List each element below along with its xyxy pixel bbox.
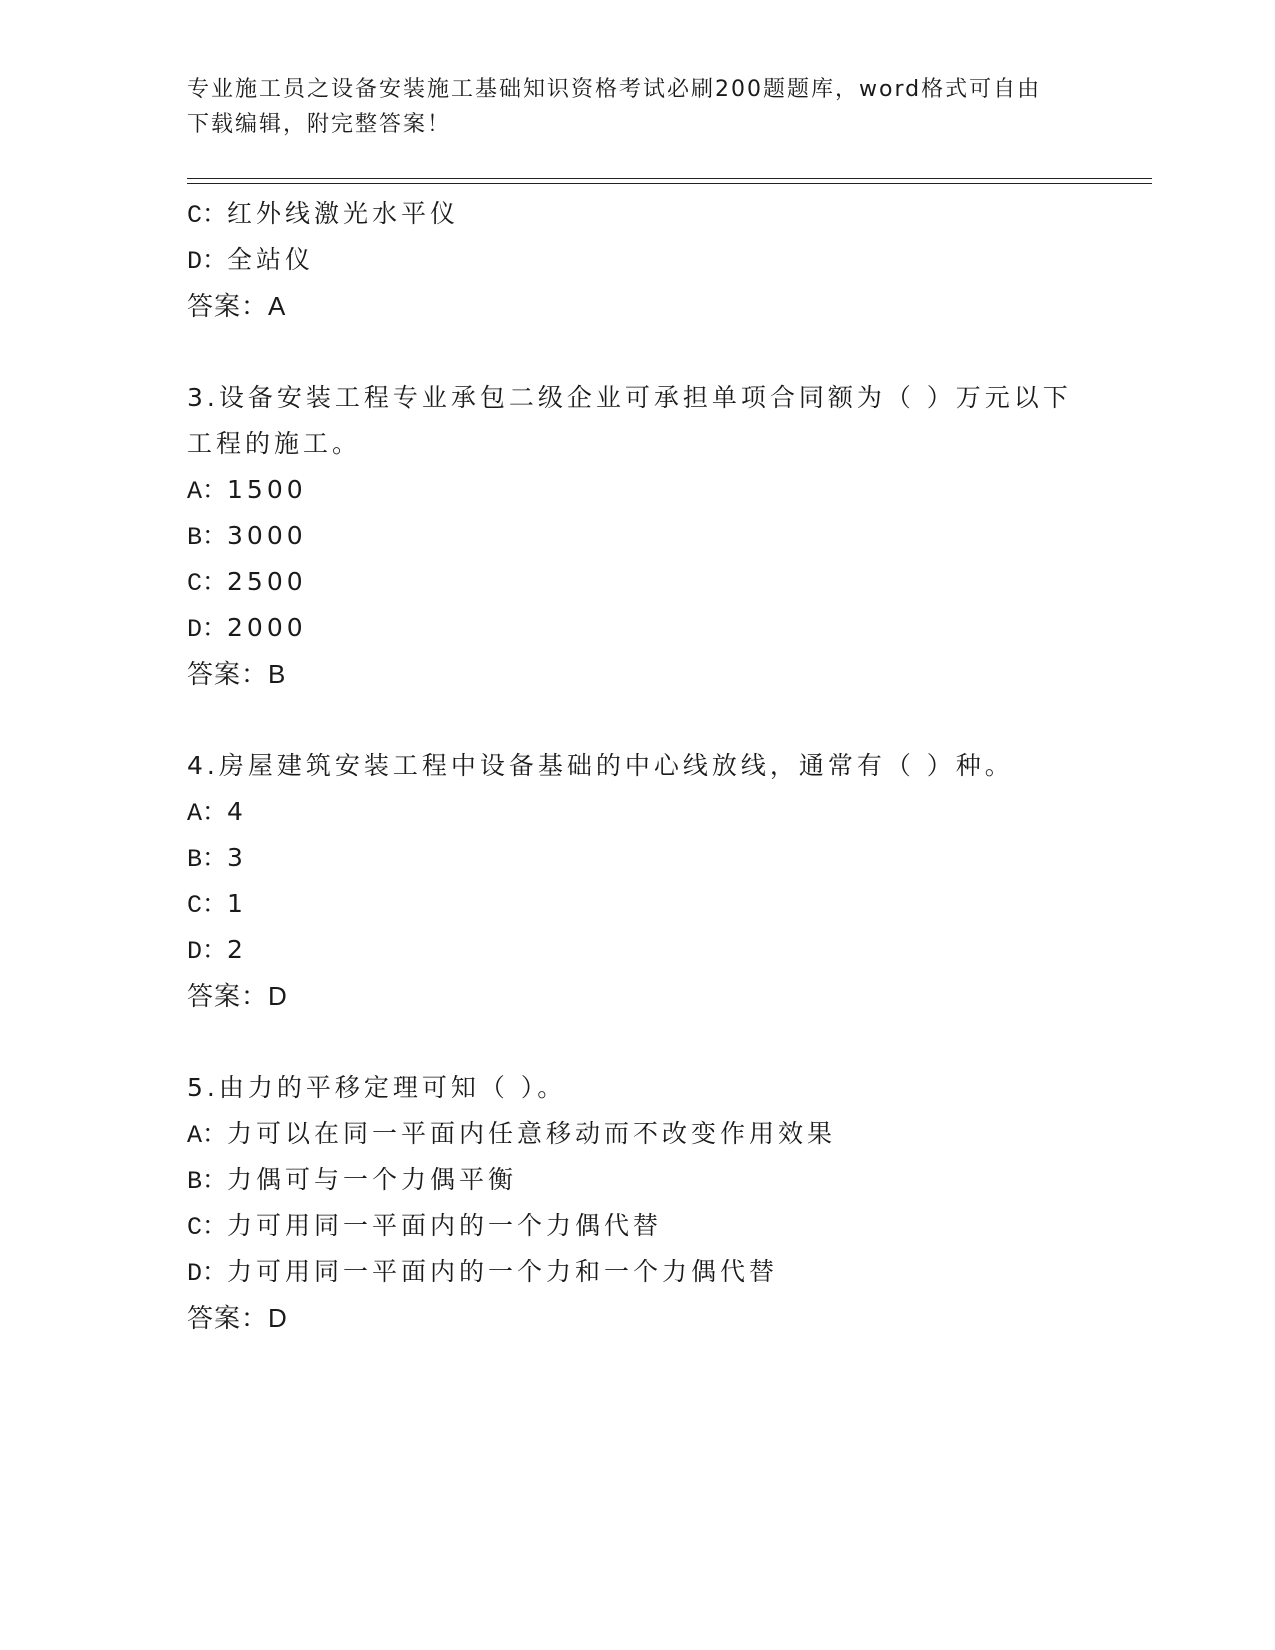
option-text: 3 <box>227 843 247 872</box>
document-header <box>187 72 1067 142</box>
option-key: B： <box>187 1167 228 1196</box>
option-text: 力可用同一平面内的一个力偶代替 <box>227 1211 663 1240</box>
question-stem <box>187 1065 1087 1111</box>
question-3 <box>187 375 1087 697</box>
answer-line: 答案：B <box>187 659 287 689</box>
option-key: C： <box>187 1213 228 1242</box>
option-key: A： <box>187 1121 228 1150</box>
option-text: 力可用同一平面内的一个力和一个力偶代替 <box>227 1257 779 1286</box>
option-key: D： <box>187 247 228 276</box>
spacer <box>187 697 1087 743</box>
stem-line-2: 工程的施工。 <box>187 429 362 458</box>
stem-line-1: 3.设备安装工程专业承包二级企业可承担单项合同额为（ ）万元以下 <box>187 383 1072 412</box>
option-text: 红外线激光水平仪 <box>227 199 460 228</box>
option-d <box>187 237 1087 283</box>
option-d <box>187 927 1087 973</box>
question-continued <box>187 191 1087 329</box>
spacer <box>187 329 1087 375</box>
option-text: 4 <box>227 797 247 826</box>
question-list <box>187 191 1087 1341</box>
option-text: 全站仪 <box>227 245 315 274</box>
option-a <box>187 789 1087 835</box>
question-stem <box>187 375 1087 467</box>
answer-line: 答案：D <box>187 1303 288 1333</box>
option-d <box>187 605 1087 651</box>
header-rule-top <box>187 178 1152 179</box>
option-key: A： <box>187 477 228 506</box>
stem-line-1: 5.由力的平移定理可知（ ）。 <box>187 1073 567 1102</box>
option-c <box>187 881 1087 927</box>
option-key: C： <box>187 569 228 598</box>
stem-line-1: 4.房屋建筑安装工程中设备基础的中心线放线，通常有（ ）种。 <box>187 751 1014 780</box>
option-text: 1500 <box>227 475 307 504</box>
option-key: D： <box>187 937 228 966</box>
header-line-1: 专业施工员之设备安装施工基础知识资格考试必刷200题题库，word格式可自由 <box>187 77 1042 102</box>
option-b <box>187 513 1087 559</box>
header-rule-bottom <box>187 183 1152 184</box>
option-c <box>187 1203 1087 1249</box>
option-key: D： <box>187 1259 228 1288</box>
option-text: 3000 <box>227 521 307 550</box>
answer-line: 答案：A <box>187 291 287 321</box>
option-text: 2500 <box>227 567 307 596</box>
header-line-2: 下载编辑，附完整答案！ <box>187 112 452 137</box>
option-b <box>187 835 1087 881</box>
question-4 <box>187 743 1087 1019</box>
option-key: B： <box>187 845 228 874</box>
option-key: C： <box>187 891 228 920</box>
option-text: 力可以在同一平面内任意移动而不改变作用效果 <box>227 1119 837 1148</box>
option-b <box>187 1157 1087 1203</box>
question-stem <box>187 743 1087 789</box>
option-key: C： <box>187 201 228 230</box>
spacer <box>187 1019 1087 1065</box>
option-d <box>187 1249 1087 1295</box>
option-c <box>187 191 1087 237</box>
option-text: 2 <box>227 935 247 964</box>
option-a <box>187 467 1087 513</box>
option-key: A： <box>187 799 228 828</box>
question-5 <box>187 1065 1087 1341</box>
option-c <box>187 559 1087 605</box>
option-a <box>187 1111 1087 1157</box>
option-key: B： <box>187 523 228 552</box>
option-key: D： <box>187 615 228 644</box>
option-text: 2000 <box>227 613 307 642</box>
option-text: 1 <box>227 889 247 918</box>
answer-line: 答案：D <box>187 981 288 1011</box>
option-text: 力偶可与一个力偶平衡 <box>227 1165 518 1194</box>
